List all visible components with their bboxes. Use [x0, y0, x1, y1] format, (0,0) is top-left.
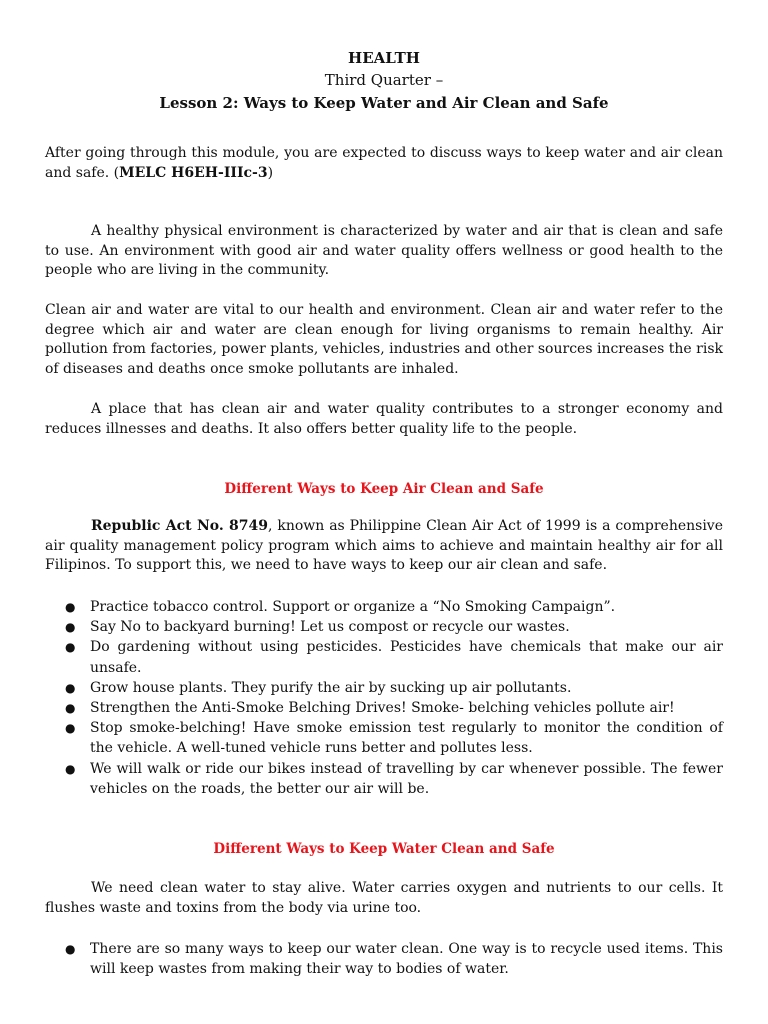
water-intro-paragraph: We need clean water to stay alive. Water carries oxygen and nutrients to our cells. It flushes waste and toxins from the body via urine too.	[45, 880, 723, 916]
bullet-icon: ●	[65, 620, 76, 635]
bullet-icon: ●	[65, 761, 76, 776]
bullet-icon: ●	[65, 701, 76, 716]
air-bullet-text: Do gardening without using pesticides. Pesticides have chemicals that make our air unsafe.	[90, 639, 723, 676]
air-bullet-item	[45, 678, 723, 698]
air-bullet-item	[45, 637, 723, 677]
air-bullet-item	[45, 597, 723, 617]
paragraph-clean-air-water: Clean air and water are vital to our health and environment. Clean air and water refer to the degree which air and water are clean enough for living organisms to remain healthy. Air pollution from factories, power plants, vehicles, industries and other sources increases the risk of diseases and deaths once smoke pollutants are inhaled.	[45, 302, 723, 377]
republic-act-paragraph	[45, 517, 723, 576]
bullet-icon: ●	[65, 640, 76, 655]
lesson-title: Lesson 2: Ways to Keep Water and Air Clean and Safe	[159, 94, 609, 112]
air-bullet-text: We will walk or ride our bikes instead of travelling by car whenever possible. The fewer vehicles on the roads, the better our air will be.	[90, 760, 723, 797]
water-bullet-list	[45, 939, 723, 979]
air-bullet-item	[45, 759, 723, 799]
water-section-heading: Different Ways to Keep Water Clean and Safe	[213, 841, 555, 857]
air-bullet-text: Say No to backyard burning! Let us compost or recycle our wastes.	[90, 619, 570, 636]
republic-act-text: , known as Philippine Clean Air Act of 1999 is a comprehensive air quality management policy program which aims to achieve and maintain healthy air for all Filipinos. To support this, we need to have ways to keep our air clean and safe.	[45, 518, 723, 574]
air-bullet-item	[45, 617, 723, 637]
air-section-heading: Different Ways to Keep Air Clean and Safe	[224, 481, 544, 497]
subject-title: HEALTH	[348, 49, 420, 67]
intro-paragraph	[45, 144, 723, 183]
bullet-icon: ●	[65, 600, 76, 614]
air-bullet-text: Strengthen the Anti-Smoke Belching Drives! Smoke- belching vehicles pollute air!	[90, 700, 675, 717]
water-bullet-item	[45, 939, 723, 979]
paragraph-healthy-environment: A healthy physical environment is characterized by water and air that is clean and safe to use. An environment with good air and water quality offers wellness or good health to the people who are living in the community.	[45, 223, 723, 279]
intro-text: After going through this module, you are expected to discuss ways to keep water and air clean and safe. (	[45, 145, 723, 181]
air-bullet-list	[45, 597, 723, 799]
air-bullet-item	[45, 698, 723, 718]
bullet-icon: ●	[65, 942, 76, 956]
bullet-icon: ●	[65, 680, 76, 695]
air-bullet-text: Grow house plants. They purify the air by sucking up air pollutants.	[90, 679, 572, 696]
republic-act-name: Republic Act No. 8749	[91, 518, 269, 534]
air-bullet-item	[45, 718, 723, 758]
melc-code: MELC H6EH-IIIc-3	[119, 164, 268, 181]
air-bullet-text: Stop smoke-belching! Have smoke emission test regularly to monitor the condition of the vehicle. A well-tuned vehicle runs better and pollutes less.	[90, 720, 723, 757]
quarter-subtitle: Third Quarter –	[324, 71, 444, 89]
water-bullet-text: There are so many ways to keep our water clean. One way is to recycle used items. This will keep wastes from making their way to bodies of water.	[90, 941, 723, 978]
air-bullet-text: Practice tobacco control. Support or organize a “No Smoking Campaign”.	[90, 599, 616, 615]
intro-close: )	[267, 164, 274, 181]
paragraph-economy: A place that has clean air and water quality contributes to a stronger economy and reduces illnesses and deaths. It also offers better quality life to the people.	[45, 401, 723, 437]
bullet-icon: ●	[65, 721, 76, 736]
